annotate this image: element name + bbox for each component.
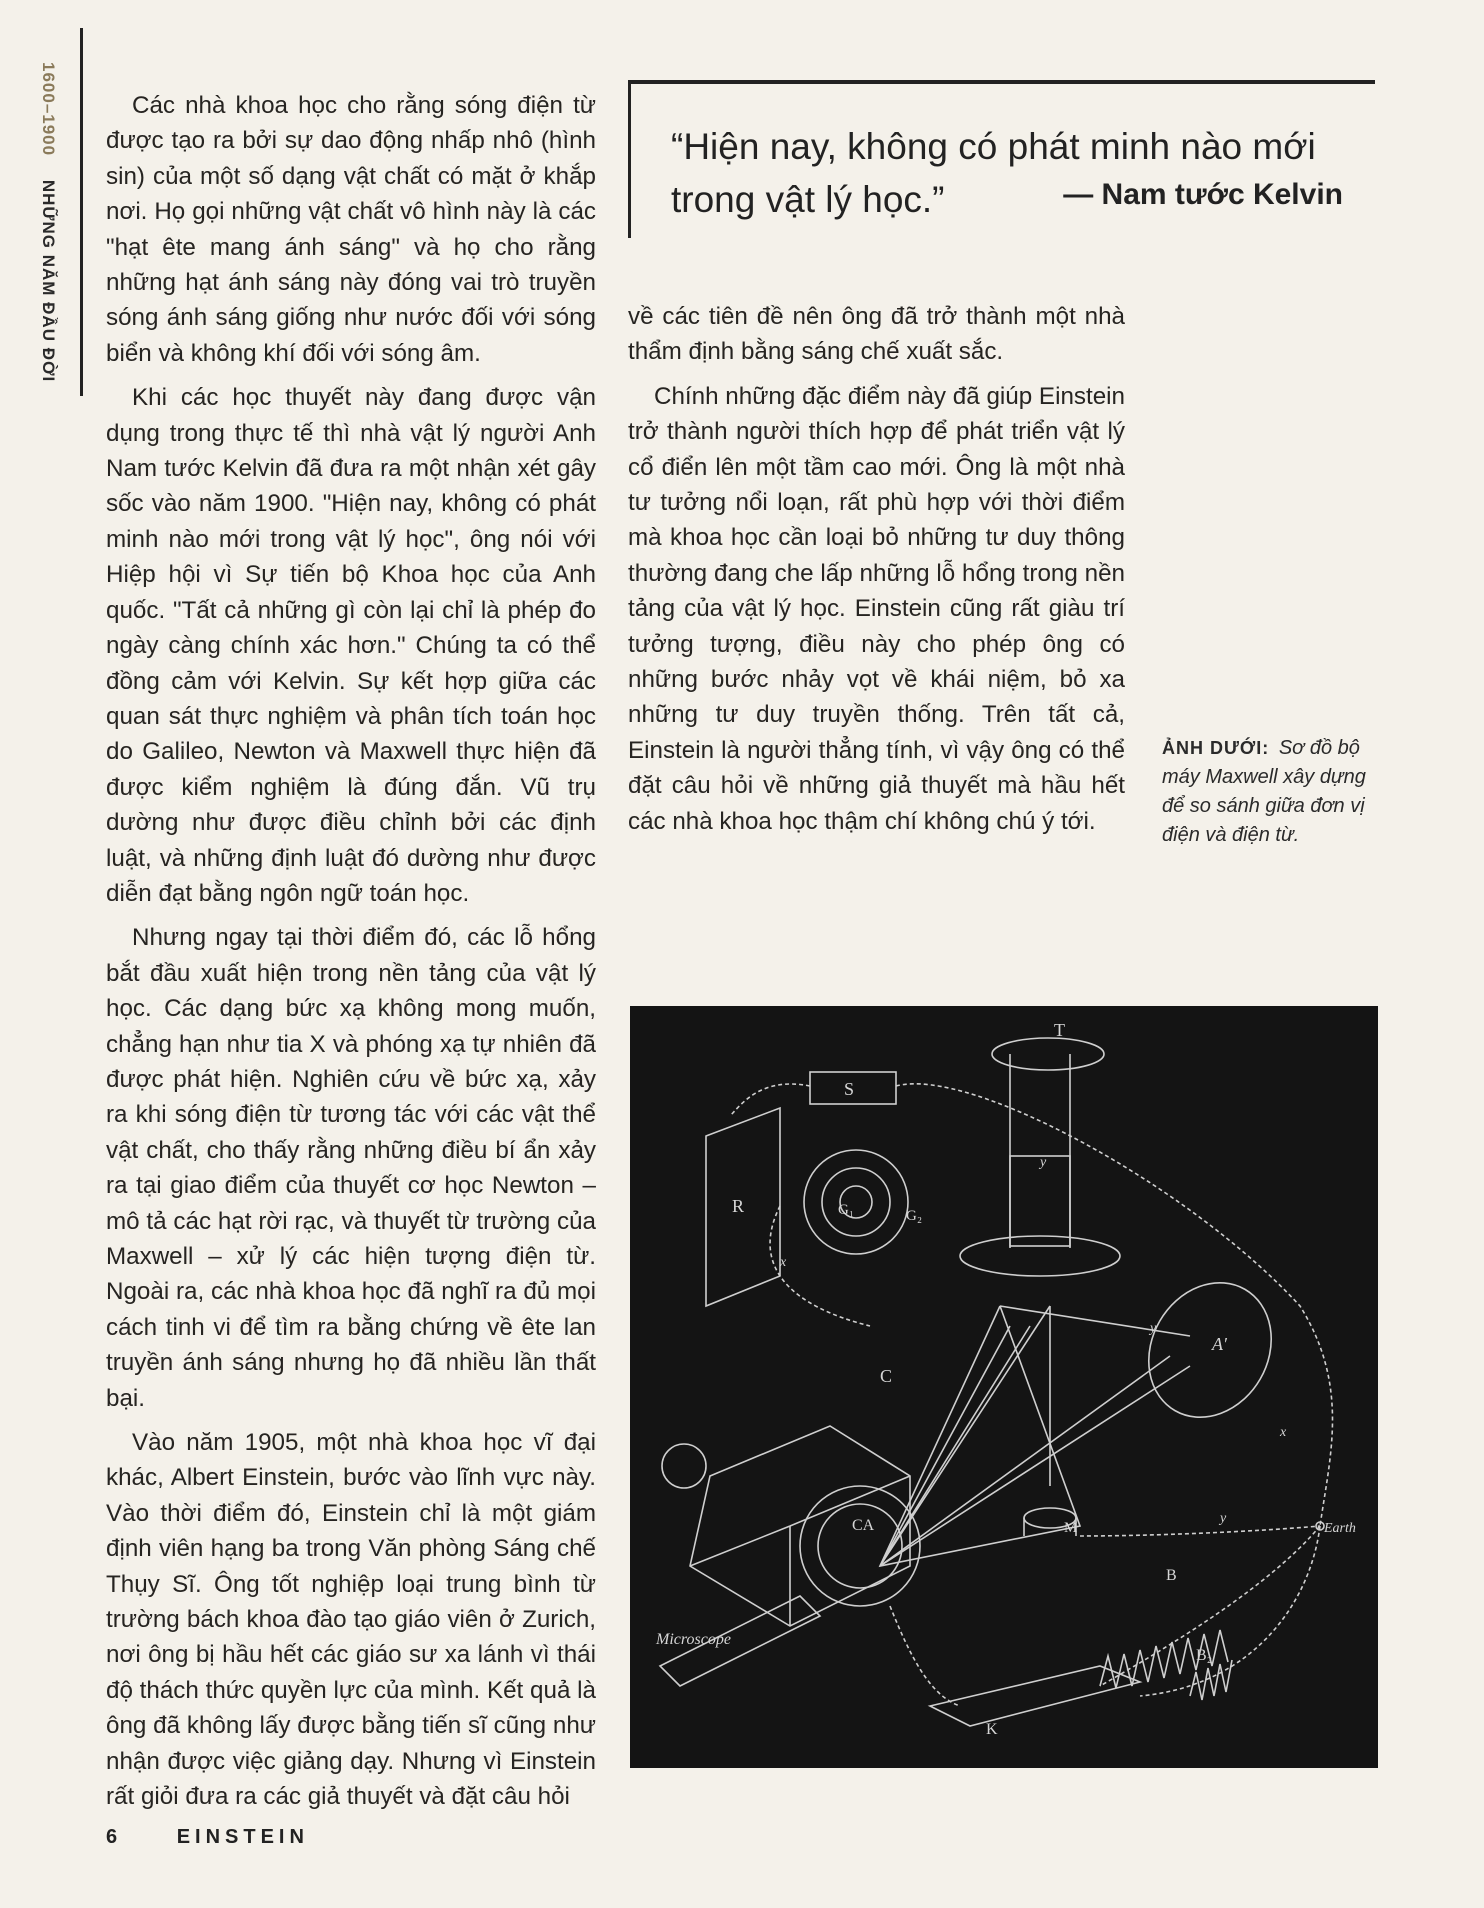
paragraph-continuation: về các tiên đề nên ông đã trở thành một nhà thẩm định bằng sáng chế xuất sắc.	[628, 303, 1125, 366]
pull-quote-author: — Nam tước Kelvin	[1063, 178, 1343, 211]
label-m: M	[1064, 1520, 1078, 1536]
running-header-section: NHỮNG NĂM ĐẦU ĐỜI	[39, 179, 58, 383]
paragraph: Vào năm 1905, một nhà khoa học vĩ đại khác, Albert Einstein, bước vào lĩnh vực này. Vào thời điểm đó, Einstein chỉ là một giám định viên hạng ba trong Văn phòng Sáng chế Thụy Sĩ. Ông tốt nghiệp loại trung bình từ trường bách khoa đào tạo giáo viên ở Zurich, nơi ông bị hầu hết các giáo sư xa lánh vì thái độ thách thức quyền lực của mình. Kết quả là ông đã không lấy được bằng tiến sĩ cũng như nhận được việc giảng dạy. Nhưng vì Einstein rất giỏi đưa ra các giả thuyết và đặt câu hỏi	[106, 1429, 596, 1811]
label-x: x	[1280, 1425, 1287, 1440]
tower-base	[960, 1236, 1120, 1276]
key-k-base	[930, 1666, 1140, 1726]
knob	[662, 1444, 706, 1488]
label-y: y	[1040, 1155, 1047, 1170]
galvanometer-ring	[822, 1168, 890, 1236]
page-footer	[106, 1826, 309, 1849]
label-y: y	[1220, 1511, 1227, 1526]
label-r: R	[732, 1196, 745, 1216]
pull-quote	[628, 80, 1375, 238]
ray	[880, 1326, 1030, 1566]
pull-quote-text: “Hiện nay, không có phát minh nào mới trong vật lý học.”	[671, 126, 1316, 220]
label-g2: G₂	[906, 1208, 923, 1224]
figure-caption	[1162, 734, 1382, 850]
paragraph: Khi các học thuyết này đang được vận dụng trong thực tế thì nhà vật lý người Anh Nam tước Kelvin đã đưa ra một nhận xét gây sốc vào năm 1900. "Hiện nay, không có phát minh nào mới trong vật lý học", ông nói với Hiệp hội vì Sự tiến bộ Khoa học của Anh quốc. "Tất cả những gì còn lại chỉ là phép đo ngày càng chính xác hơn." Chúng ta có thể đồng cảm với Kelvin. Sự kết hợp giữa các quan sát thực nghiệm và phân tích toán học do Galileo, Newton và Maxwell thực hiện đã được kiểm nghiệm là đúng đắn. Vũ trụ dường như được điều chỉnh bởi các định luật, và những định luật đó dường như được diễn đạt bằng ngôn ngữ toán học.	[106, 384, 596, 907]
tower-top	[992, 1038, 1104, 1070]
label-earth: Earth	[1324, 1521, 1356, 1536]
frame-line	[1000, 1306, 1190, 1336]
label-microscope: Microscope	[656, 1631, 731, 1648]
label-x: x	[780, 1255, 787, 1270]
label-s: S	[844, 1079, 855, 1099]
label-t: T	[1054, 1020, 1065, 1040]
running-header-years: 1600–1900	[39, 62, 58, 157]
paragraph: Chính những đặc điểm này đã giúp Einstein trở thành người thích hợp để phát triển vật lý cổ điển lên một tầm cao mới. Ông là một nhà tư tưởng nổi loạn, rất phù hợp với thời điểm mà khoa học cần loại bỏ những tư duy thông thường đang che lấp những lỗ hổng trong nền tảng của vật lý học. Einstein cũng rất giàu trí tưởng tượng, điều này cho phép ông có những bước nhảy vọt về khái niệm, bỏ xa những tư duy truyền thống. Trên tất cả, Einstein là người thẳng tính, vì vậy ông có thể đặt câu hỏi về những giả thuyết mà hầu hết các nhà khoa học thậm chí không chú ý tới.	[628, 382, 1125, 835]
maxwell-apparatus-diagram	[630, 1006, 1378, 1768]
left-column	[106, 88, 596, 1824]
disc-a-prime	[1125, 1260, 1295, 1439]
label-g1: G₁	[838, 1202, 855, 1218]
label-k: K	[986, 1721, 998, 1738]
paragraph: Nhưng ngay tại thời điểm đó, các lỗ hổng bắt đầu xuất hiện trong nền tảng của vật lý học. Các dạng bức xạ không mong muốn, chẳng hạn như tia X và phóng xạ tự nhiên đã được phát hiện. Nghiên cứu về bức xạ, xảy ra khi sóng điện từ tương tác với các vật thể vật chất, cho thấy rằng những điều bí ẩn xảy ra tại giao điểm của thuyết cơ học Newton – mô tả các hạt rời rạc, và thuyết từ trường của Maxwell – xử lý các hiện tượng điện từ. Ngoài ra, các nhà khoa học đã nghĩ ra đủ mọi cách tinh vi để tìm ra bằng chứng về ête lan truyền ánh sáng nhưng họ đã nhiều lần thất bại.	[106, 924, 596, 1412]
label-b: B	[1166, 1567, 1177, 1584]
label-b2: B₂	[1196, 1647, 1213, 1664]
book-title: EINSTEIN	[176, 1826, 309, 1848]
running-header	[28, 62, 58, 382]
wire	[890, 1606, 960, 1706]
wire	[1080, 1526, 1320, 1536]
page-number: 6	[106, 1826, 118, 1848]
caption-label: ẢNH DƯỚI:	[1162, 738, 1270, 758]
label-y: y	[1150, 1321, 1157, 1336]
apparatus-drawing	[630, 1006, 1378, 1768]
galvanometer-ring	[804, 1150, 908, 1254]
right-column	[628, 299, 1125, 848]
wire	[896, 1084, 1333, 1526]
label-c: C	[880, 1366, 893, 1386]
paragraph: Các nhà khoa học cho rằng sóng điện từ được tạo ra bởi sự dao động nhấp nhô (hình sin) của một số dạng vật chất có mặt ở khắp nơi. Họ gọi những vật chất vô hình này là các "hạt ête mang ánh sáng" và họ cho rằng những hạt ánh sáng này đóng vai trò truyền sóng ánh sáng giống như nước đối với sóng biển và không khí đối với sóng âm.	[106, 92, 596, 367]
ray	[880, 1356, 1170, 1566]
label-a-prime: A′	[1212, 1334, 1227, 1354]
machine-edge	[690, 1526, 790, 1566]
caption-text: Sơ đồ bộ máy Maxwell xây dựng để so sánh giữa đơn vị điện và điện từ.	[1162, 737, 1366, 846]
label-ca: CA	[852, 1517, 875, 1534]
